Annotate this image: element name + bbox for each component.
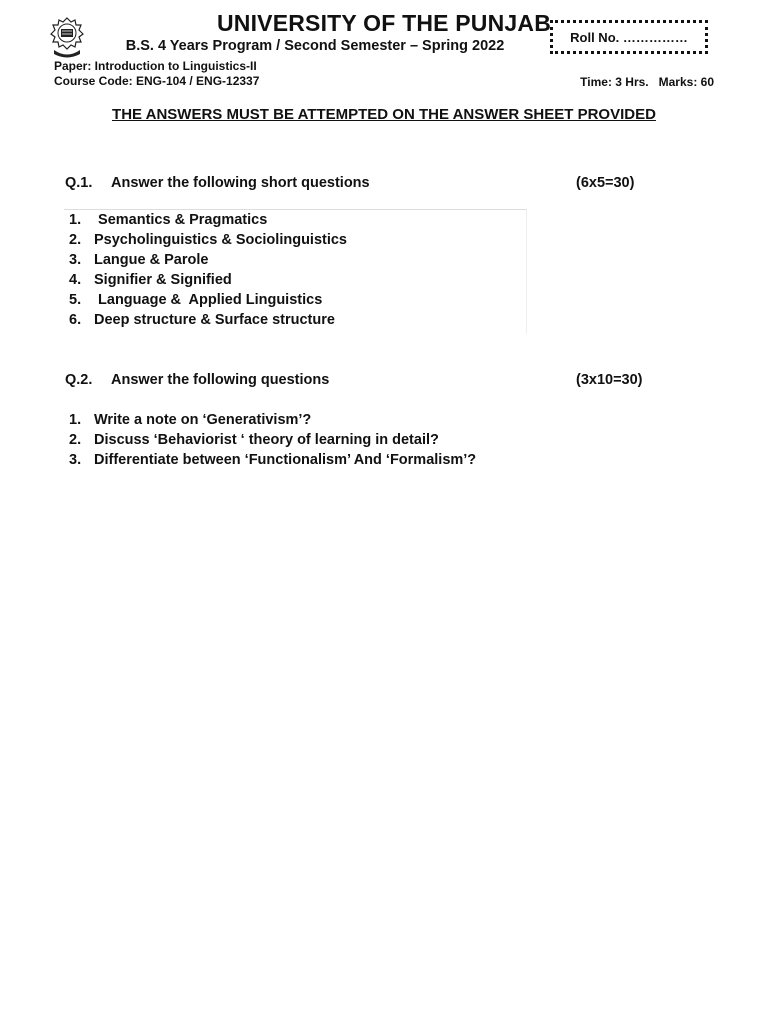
q1-list-box <box>64 209 527 334</box>
list-item <box>64 430 534 450</box>
q2-number: Q.2. <box>65 372 93 388</box>
q2-list <box>64 410 534 470</box>
list-item <box>64 310 526 330</box>
roll-number-box <box>550 20 708 54</box>
list-item <box>64 250 526 270</box>
item-text: Differentiate between ‘Functionalism’ And ‘Formalism’? <box>94 452 477 468</box>
item-number: 2. <box>69 232 82 248</box>
item-text: Signifier & Signified <box>94 272 232 288</box>
list-item <box>64 230 526 250</box>
q2-list-box <box>64 410 534 470</box>
exam-instruction: THE ANSWERS MUST BE ATTEMPTED ON THE ANSWER SHEET PROVIDED <box>112 106 656 123</box>
item-number: 4. <box>69 272 82 288</box>
list-item <box>64 450 534 470</box>
item-number: 1. <box>69 212 82 228</box>
list-item <box>64 270 526 290</box>
item-text: Semantics & Pragmatics <box>94 212 268 228</box>
item-number: 3. <box>69 452 82 468</box>
item-number: 5. <box>69 292 82 308</box>
item-text: Psycholinguistics & Sociolinguistics <box>94 232 347 248</box>
item-text: Write a note on ‘Generativism’? <box>94 412 312 428</box>
paper-title: Paper: Introduction to Linguistics-II <box>54 59 257 73</box>
q1-marks: (6x5=30) <box>576 175 635 191</box>
roll-number-label: Roll No. …………… <box>570 29 688 45</box>
item-number: 3. <box>69 252 82 268</box>
q1-number: Q.1. <box>65 175 93 191</box>
item-text: Discuss ‘Behaviorist ‘ theory of learning in detail? <box>94 432 439 448</box>
q2-prompt: Answer the following questions <box>111 372 330 388</box>
time-and-marks: Time: 3 Hrs. Marks: 60 <box>580 75 714 89</box>
item-number: 2. <box>69 432 82 448</box>
program-line: B.S. 4 Years Program / Second Semester – Spring 2022 <box>125 38 505 54</box>
item-number: 1. <box>69 412 82 428</box>
list-item <box>64 410 534 430</box>
list-item <box>64 290 526 310</box>
list-item <box>64 210 526 230</box>
university-name: UNIVERSITY OF THE PUNJAB <box>216 10 552 36</box>
course-code: Course Code: ENG-104 / ENG-12337 <box>54 74 260 88</box>
item-text: Langue & Parole <box>94 252 209 268</box>
item-number: 6. <box>69 312 82 328</box>
q1-prompt: Answer the following short questions <box>111 175 370 191</box>
item-text: Language & Applied Linguistics <box>94 292 323 308</box>
q1-list <box>64 210 526 330</box>
item-text: Deep structure & Surface structure <box>94 312 335 328</box>
q2-marks: (3x10=30) <box>576 372 643 388</box>
